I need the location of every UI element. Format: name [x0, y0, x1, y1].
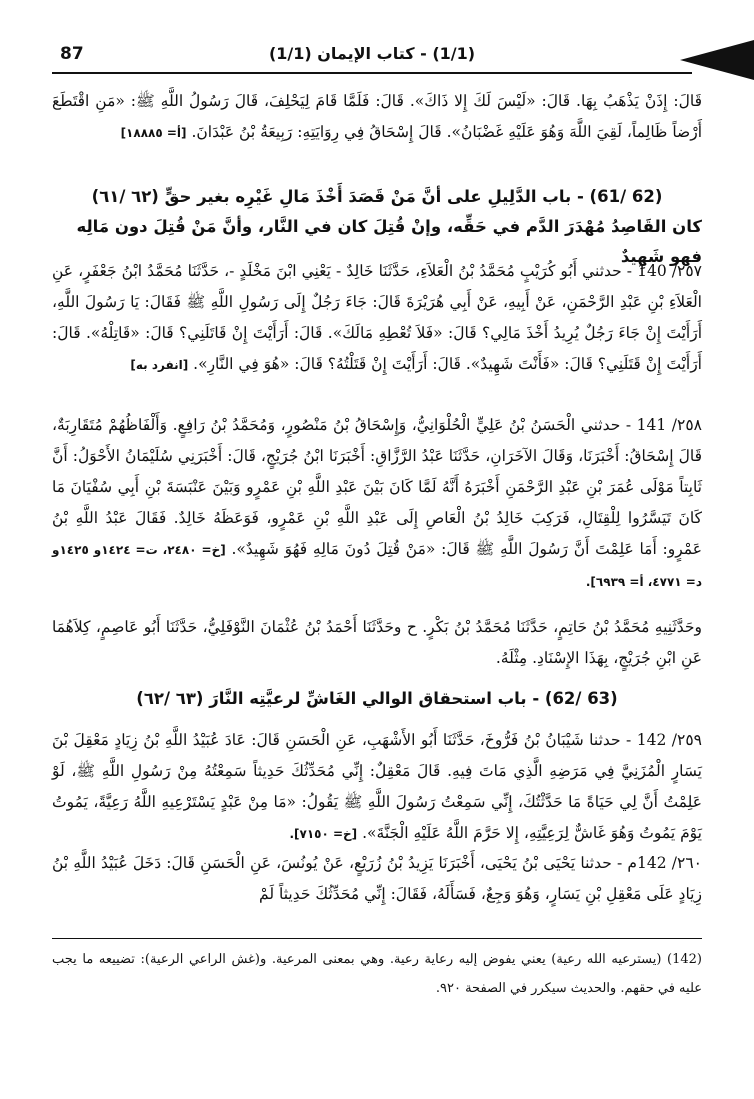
cross-reference: [انفرد به] — [130, 358, 189, 372]
hadith-text: ٢٦٠/ 142م - حدثنا يَحْيَى بْنُ يَحْيَى، أَخْبَرَنَا يَزِيدُ بْنُ زُرَيْعٍ، عَنْ يُونُسَ، عَنِ الْحَسَنِ قَالَ: دَخَلَ عُبَيْدُ اللَّهِ بْنُ زِيَادٍ عَلَى مَعْقِلِ بْنِ يَسَارٍ، وَهُوَ وَجِعٌ، فَسَأَلَهُ، فَقَالَ: إِنِّي مُحَدِّثُكَ حَدِيثاً لَمْ — [52, 854, 702, 903]
hadith-text: ٢٥٩/ 142 - حدثنا شَيْبَانُ بْنُ فَرُّوخَ، حَدَّثَنَا أَبُو الأَشْهَبِ، عَنِ الْحَسَنِ قَالَ: عَادَ عُبَيْدُ اللَّهِ بْنُ زِيَادٍ مَعْقِلَ بْنَ يَسَارٍ الْمُزَنِيَّ فِي مَرَضِهِ الَّذِي مَاتَ فِيهِ. قَالَ مَعْقِلٌ: إِنِّي مُحَدِّثُكَ حَدِيثاً سَمِعْتُهُ مِنْ رَسُولِ اللَّهِ ﷺ، لَوْ عَلِمْتُ أَنَّ لِي حَيَاةً مَا حَدَّثْتُكَ، إِنِّي سَمِعْتُ رَسُولَ اللَّهِ ﷺ يَقُولُ: «مَا مِنْ عَبْدٍ يَسْتَرْعِيهِ اللَّهُ رَعِيَّةً، يَمُوتُ يَوْمَ يَمُوتُ وَهُوَ غَاشٌّ لِرَعِيَّتِهِ، إِلا حَرَّمَ اللَّهُ عَلَيْهِ الْجَنَّةَ». — [52, 731, 702, 842]
chapter-heading-line-2: كان القَاصِدُ مُهْدَرَ الدَّم في حَقِّه، وإنْ قُتِلَ كان في النَّار، وأنَّ مَنْ قُتِلَ دون مَالِه فهو شَهِيدٌ — [76, 217, 702, 266]
chapter-heading: (63 /62) - باب استحقاق الوالي الغَاشِّ لرعيَّتِه النَّارَ (٦٣ /٦٢) — [136, 689, 618, 708]
hadith-258 — [52, 410, 702, 598]
cross-reference: [أ= ١٨٨٨٥] — [120, 126, 187, 140]
footnote: (142) (يسترعيه الله رعية) يعني يفوض إليه رعاية رعية. وهي بمعنى المرعية. و(غش الراعي الرعية): تضييعه ما يجب عليه في حقهم. والحديث سيكرر في الصفحة ٩٢٠. — [52, 952, 702, 996]
cross-reference: [خ= ٢٤٨٠، ت= ١٤٢٤و ١٤٢٥و د= ٤٧٧١، أ= ٦٩٣٩]. — [52, 543, 702, 589]
paragraph-continuation — [52, 86, 702, 149]
footnote-divider — [52, 938, 702, 939]
page-number: 87 — [60, 44, 84, 64]
hadith-text: ٢٥٨/ 141 - حدثني الْحَسَنُ بْنُ عَلِيٍّ الْحُلْوَانِيُّ، وَإِسْحَاقُ بْنُ مَنْصُورٍ، وَمُحَمَّدُ بْنُ رَافِعٍ. وَأَلْفَاظُهُمْ مُتَقَارِبَةٌ، قَالَ إِسْحَاقُ: أَخْبَرَنَا، وَقَالَ الآخَرَانِ، حَدَّثَنَا عَبْدُ الرَّزَّاقِ: أَخْبَرَنَا ابْنُ جُرَيْجٍ، قَالَ: أَخْبَرَنِي سُلَيْمَانُ الأَحْوَلُ: أَنَّ ثَابِتاً مَوْلَى عُمَرَ بْنِ عَبْدِ الرَّحْمَنِ أَخْبَرَهُ أَنَّهُ لَمَّا كَانَ بَيْنَ عَبْدِ اللَّهِ بْنِ عَمْرٍو وَبَيْنَ عَنْبَسَةَ بْنِ أَبِي سُفْيَانَ مَا كَانَ تَيَسَّرُوا لِلْقِتَالِ، فَرَكِبَ خَالِدُ بْنُ الْعَاصِ إِلَى عَبْدِ اللَّهِ بْنِ عَمْرٍو، فَوَعَظَهُ خَالِدٌ. فَقَالَ عَبْدُ اللَّهِ بْنُ عَمْرٍو: أَمَا عَلِمْتَ أَنَّ رَسُولَ اللَّهِ ﷺ قَالَ: «مَنْ قُتِلَ دُونَ مَالِهِ فَهُوَ شَهِيدٌ». — [52, 416, 703, 558]
chapter-heading-line-1: (62 /61) - باب الدَّلِيلِ على أنَّ مَنْ قَصَدَ أَخْذَ مَالِ غَيْرِه بغير حقٍّ (٦٢ /٦١) — [91, 187, 663, 206]
hadith-260 — [52, 848, 702, 910]
chapter-heading-62 — [52, 684, 702, 714]
hadith-257 — [52, 256, 702, 381]
hadith-text: وحَدَّثَنِيهِ مُحَمَّدُ بْنُ حَاتِمٍ، حَدَّثَنَا مُحَمَّدُ بْنُ بَكْرٍ. ح وحَدَّثَنَا أَحْمَدُ بْنُ عُثْمَانَ النَّوْفَلِيُّ، حَدَّثَنَا أَبُو عَاصِمٍ، كِلاَهُمَا عَنِ ابْنِ جُرَيْجٍ، بِهَذَا الإِسْنَادِ. مِثْلَهُ. — [52, 618, 702, 667]
running-title: (1/1) - كتاب الإيمان (1/1) — [268, 44, 476, 63]
hadith-259 — [52, 725, 702, 850]
hadith-text: ٢٥٧/ 140 - حدثني أَبُو كُرَيْبٍ مُحَمَّدُ بْنُ الْعَلاَءِ، حَدَّثَنَا خَالِدٌ - يَعْنِي ابْنَ مَخْلَدٍ -، حَدَّثَنَا مُحَمَّدُ ابْنُ جَعْفَرٍ، عَنِ الْعَلاَءِ بْنِ عَبْدِ الرَّحْمَنِ، عَنْ أَبِيهِ، عَنْ أَبِي هُرَيْرَةَ قَالَ: جَاءَ رَجُلٌ إِلَى رَسُولِ اللَّهِ ﷺ فَقَالَ: يَا رَسُولَ اللَّهِ، أَرَأَيْتَ إِنْ جَاءَ رَجُلٌ يُرِيدُ أَخْذَ مَالِي؟ قَالَ: «فَلاَ تُعْطِهِ مَالَكَ». قَالَ: أَرَأَيْتَ إِنْ قَاتَلَنِي؟ قَالَ: «قَاتِلْهُ». قَالَ: أَرَأَيْتَ إِنْ قَتَلَنِي؟ قَالَ: «فَأَنْتَ شَهِيدٌ». قَالَ: أَرَأَيْتَ إِنْ قَتَلْتُهُ؟ قَالَ: «هُوَ فِي النَّارِ». — [52, 262, 702, 373]
hadith-258-chain — [52, 612, 702, 674]
cross-reference: [خ= ٧١٥٠]. — [289, 827, 358, 841]
hadith-text: قَالَ: إِذَنْ يَذْهَبُ بِهَا. قَالَ: «لَيْسَ لَكَ إِلا ذَاكَ». قَالَ: فَلَمَّا قَامَ لِيَحْلِفَ، قَالَ رَسُولُ اللَّهِ ﷺ: «مَنِ اقْتَطَعَ أَرْضاً ظَالِماً، لَقِيَ اللَّهَ وَهُوَ عَلَيْهِ غَضْبَانُ». قَالَ إِسْحَاقُ فِي رِوَايَتِهِ: رَبِيعَةُ بْنُ عَبْدَانَ. — [52, 92, 702, 141]
page-header — [52, 42, 692, 74]
